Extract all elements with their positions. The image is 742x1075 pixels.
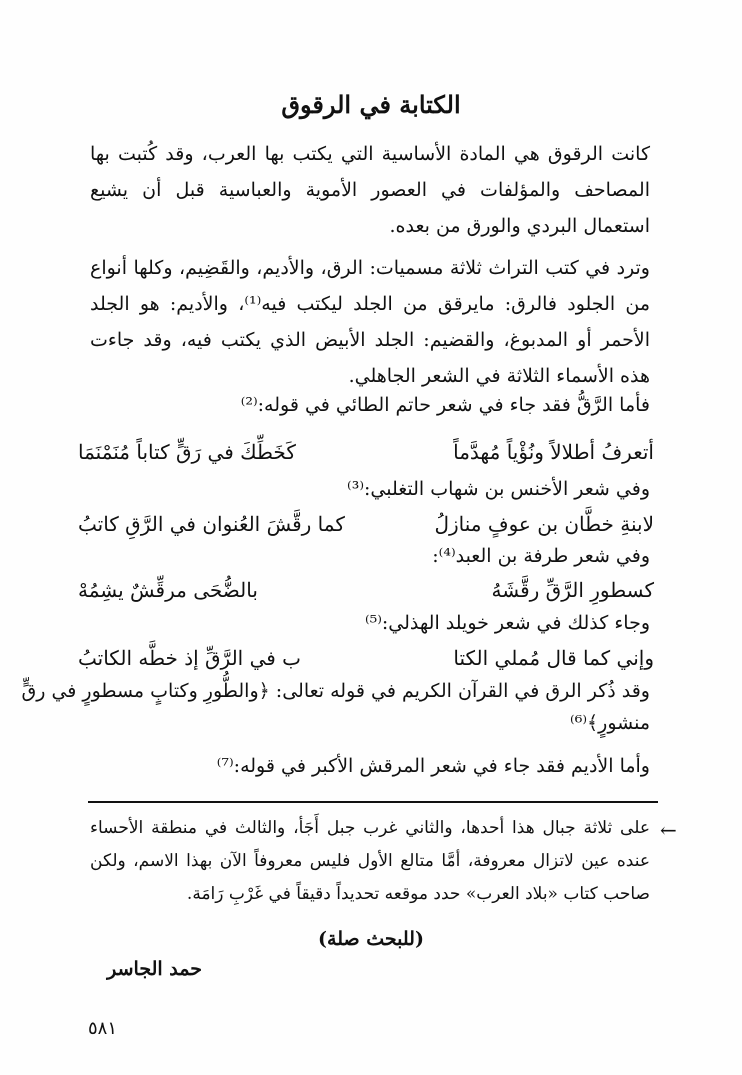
verse-second-hemistich: بالضُّحَى مرقِّشٌ يشِمُهْ bbox=[78, 578, 258, 602]
footnote-divider bbox=[88, 801, 658, 803]
paragraph-intro: كانت الرقوق هي المادة الأساسية التي يكتب بها العرب، وقد كُتبت بها المصاحف والمؤلفات في العصور الأموية والعباسية قبل أن يشيع استعمال البردي والورق من بعده. bbox=[90, 143, 650, 237]
verse-tarafa bbox=[78, 578, 654, 602]
quran-line: وقد ذُكر الرق في القرآن الكريم في قوله تعالى: ﴿والطُّورِ وكتابٍ مسطورٍ في رقٍّ bbox=[21, 680, 650, 702]
intro-line-muraqqish: وأما الأديم فقد جاء في شعر المرقش الأكبر في قوله:⁽⁷⁾ bbox=[216, 755, 650, 777]
continuation-note: (للبحث صلة) bbox=[318, 928, 424, 950]
intro-line-khuwaylid: وجاء كذلك في شعر خويلد الهذلي:⁽⁵⁾ bbox=[364, 612, 650, 634]
intro-line-tarafa: وفي شعر طرفة بن العبد⁽⁴⁾: bbox=[432, 545, 650, 567]
article-title: الكتابة في الرقوق bbox=[281, 90, 461, 119]
verse-khuwaylid bbox=[78, 646, 654, 670]
verse-second-hemistich: كما رقَّشَ العُنوان في الرَّقِ كاتبُ bbox=[78, 512, 345, 536]
verse-second-hemistich: كَخَطِّكَ في رَقٍّ كتاباً مُنَمْنَمَا bbox=[78, 440, 296, 464]
verse-hatim bbox=[78, 440, 654, 464]
verse-first-hemistich: وإني كما قال مُملي الكتا bbox=[453, 646, 654, 670]
paragraph-terms: وترد في كتب التراث ثلاثة مسميات: الرق، والأديم، والقَضِيم، وكلها أنواع من الجلود فالرق: مايرقق من الجلد ليكتب فيه⁽¹⁾، والأديم: هو الجلد الأحمر أو المدبوغ، والقضيم: الجلد الأبيض الذي يكتب فيه، وقد جاءت هذه الأسماء الثلاثة في الشعر الجاهلي. bbox=[90, 257, 650, 387]
intro-line-hatim: فأما الرَّقُّ فقد جاء في شعر حاتم الطائي في قوله:⁽²⁾ bbox=[240, 394, 650, 416]
continuation-arrow-icon: ← bbox=[660, 818, 677, 842]
intro-line-akhnas: وفي شعر الأخنس بن شهاب التغلبي:⁽³⁾ bbox=[347, 478, 650, 500]
quran-line-end: منشورٍ﴾⁽⁶⁾ bbox=[570, 712, 650, 734]
page-number: ٥٨١ bbox=[88, 1018, 118, 1039]
verse-akhnas bbox=[78, 512, 654, 536]
verse-second-hemistich: ب في الرَّقِّ إذ خطَّه الكاتبُ bbox=[78, 646, 301, 670]
verse-first-hemistich: كسطورِ الرَّقِّ رقَّشَهُ bbox=[491, 578, 654, 602]
author-signature: حمد الجاسر bbox=[107, 958, 202, 980]
verse-first-hemistich: لابنةِ خطَّان بن عوفٍ منازلُ bbox=[434, 512, 654, 536]
footnote-text: على ثلاثة جبال هذا أحدها، والثاني غرب جبل أَجَأ، والثالث في منطقة الأحساء عنده عين لاتزال معروفة، أمَّا متالع الأول فليس معروفاً الآن بهذا الاسم، ولكن صاحب كتاب «بلاد العرب» حدد موقعه تحديداً دقيقاً في غَرْبِ رَامَة. bbox=[90, 818, 650, 904]
verse-first-hemistich: أتعرفُ أطلالاً ونُؤْياً مُهدَّماً bbox=[453, 440, 654, 464]
